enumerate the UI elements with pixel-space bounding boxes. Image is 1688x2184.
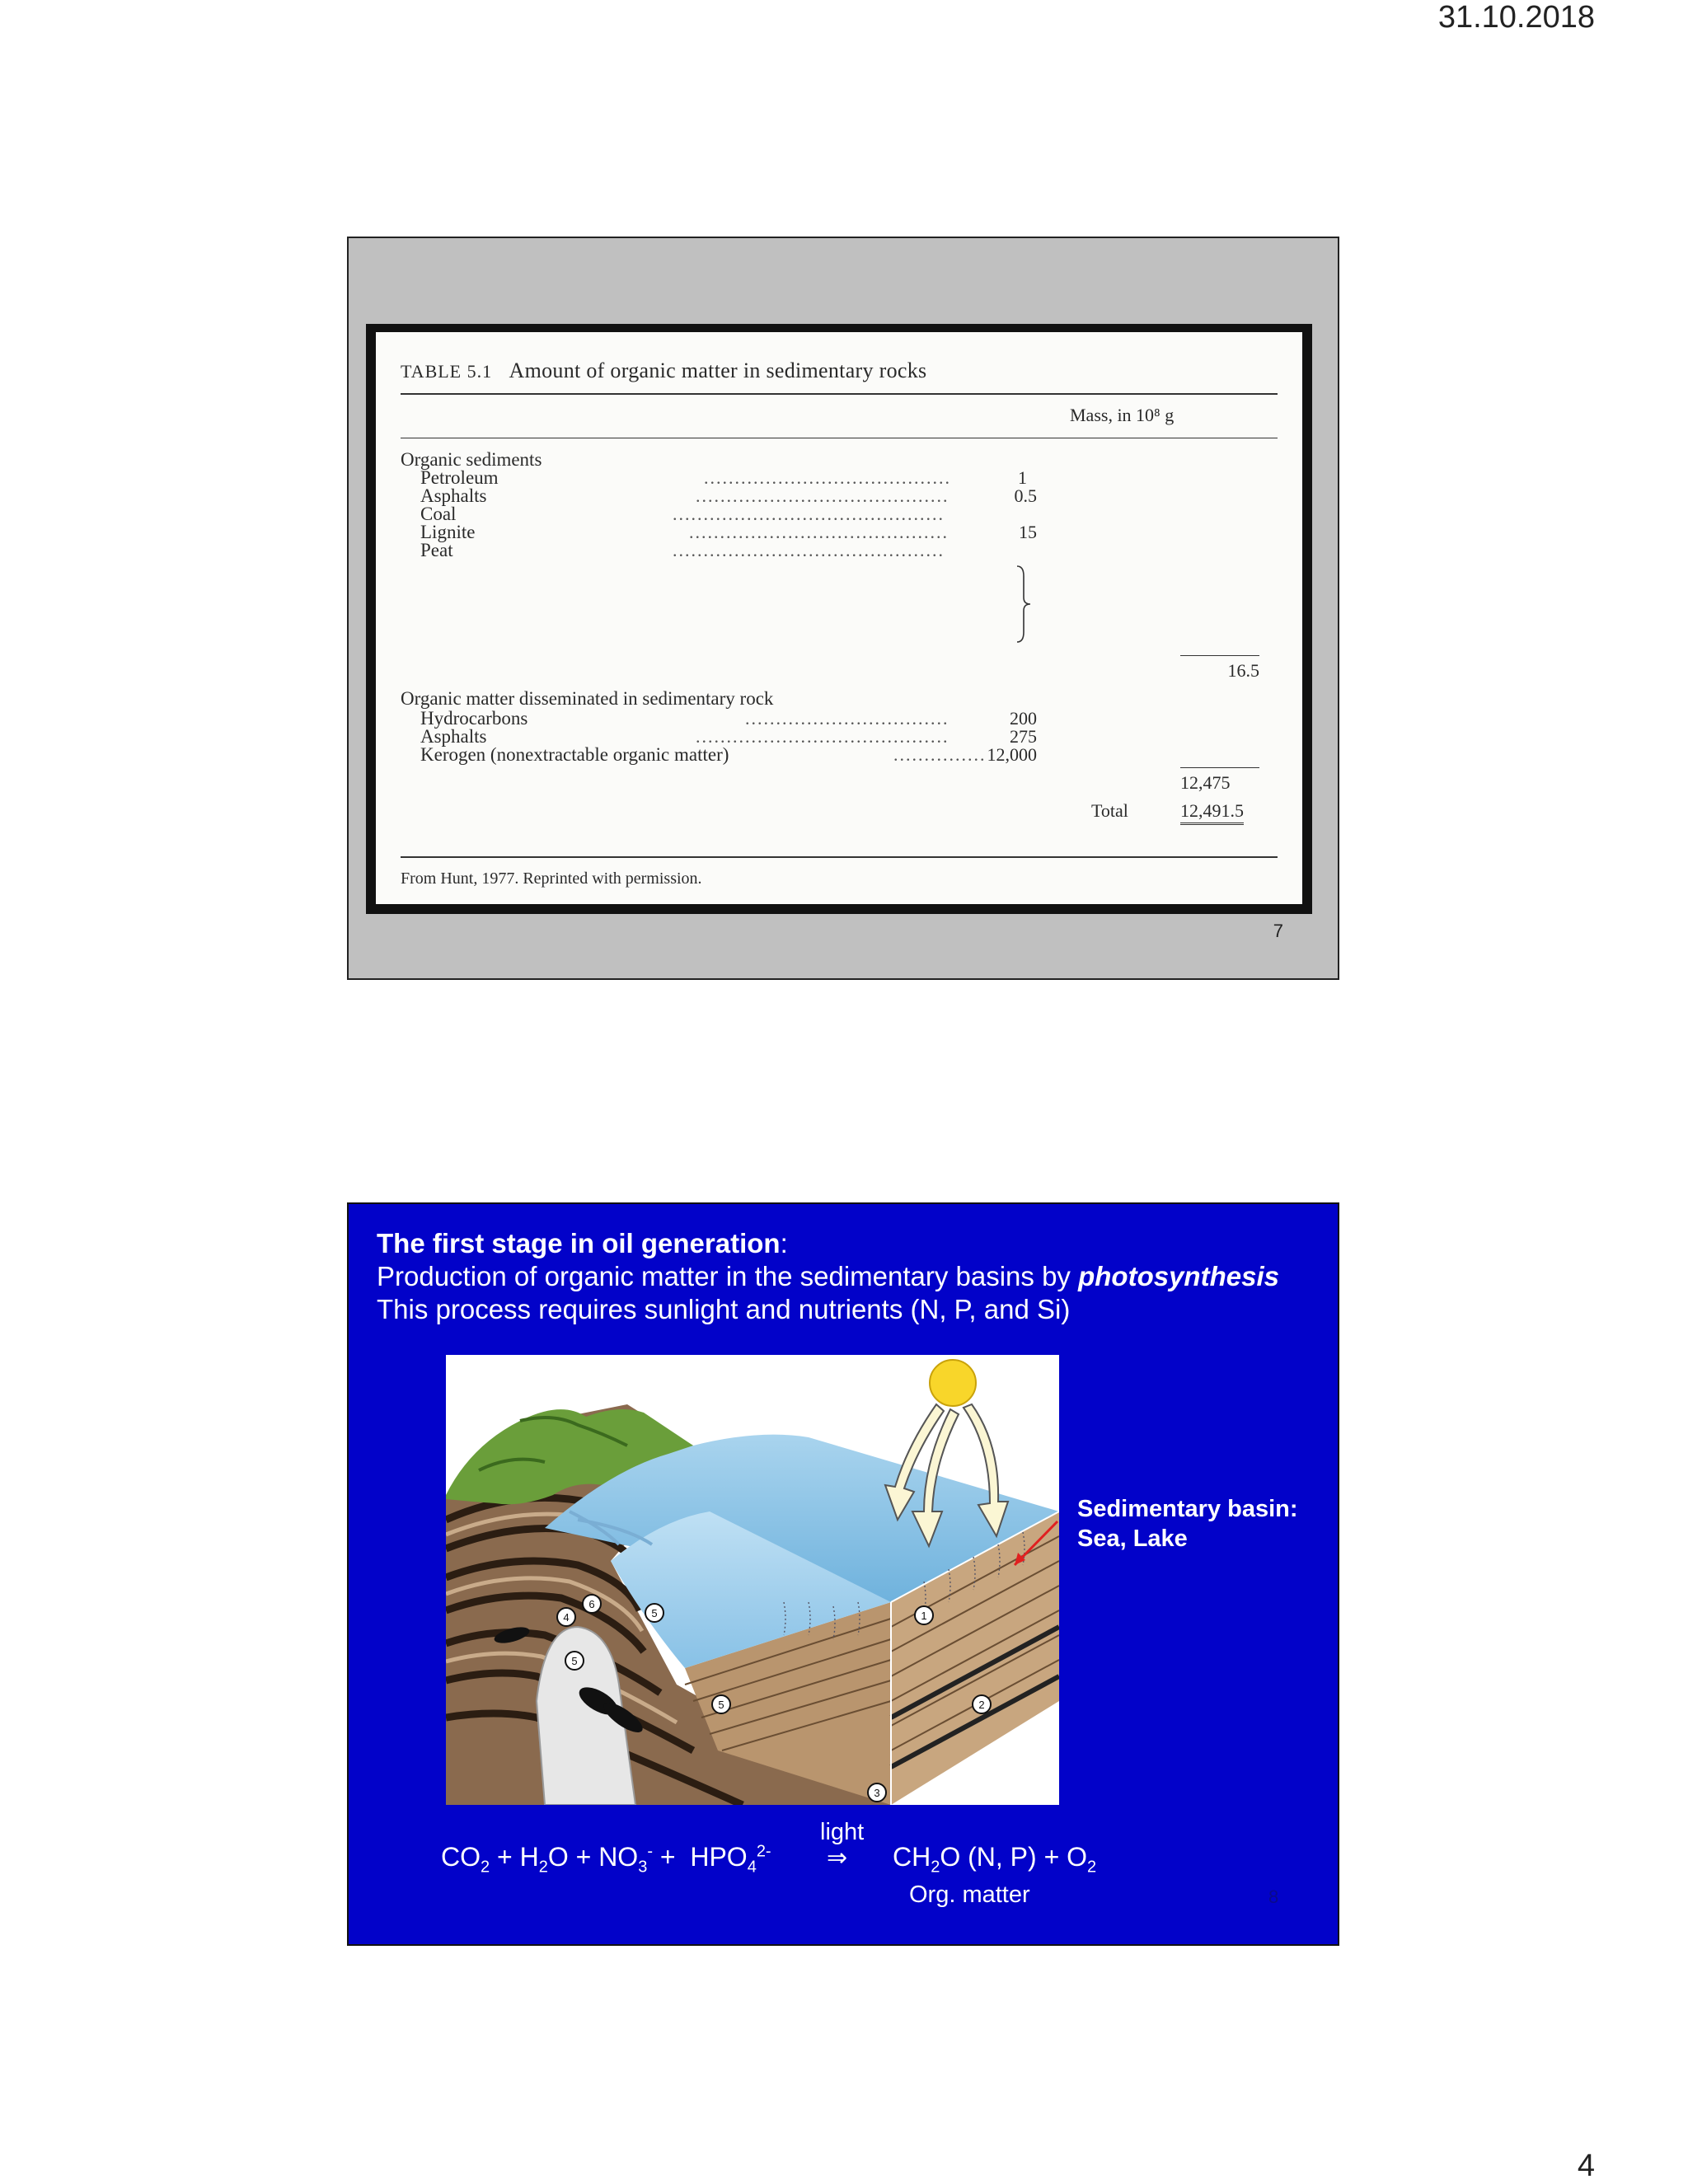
leader-dots: .......................................... <box>689 522 949 542</box>
leader-dots: ............................................ <box>673 504 945 524</box>
svg-text:5: 5 <box>571 1655 578 1667</box>
table-row-value: 0.5 <box>1014 485 1037 506</box>
table-source: From Hunt, 1977. Reprinted with permission. <box>401 869 702 888</box>
table-top-rule <box>401 393 1278 395</box>
table-row-label: Asphalts <box>420 726 487 747</box>
header-date: 31.10.2018 <box>1437 0 1595 35</box>
svg-text:3: 3 <box>874 1787 880 1799</box>
table-scan-image <box>366 324 1312 914</box>
leader-dots: ......................................... <box>696 485 950 506</box>
svg-text:4: 4 <box>563 1611 570 1624</box>
basin-diagram <box>446 1355 1059 1805</box>
table-row-label: Kerogen (nonextractable organic matter) <box>420 744 729 765</box>
svg-text:5: 5 <box>718 1699 724 1711</box>
equation-products: $CH_2O$ (N, $P) + O_2$ <box>893 1842 1097 1877</box>
table-bottom-rule <box>401 856 1278 858</box>
page-number: 4 <box>1577 2149 1595 2183</box>
heading-emphasis: photosynthesis <box>1078 1261 1279 1291</box>
table-title <box>401 359 926 383</box>
equation-condition: light <box>820 1819 865 1845</box>
equation-reactants: $CO_2 + H_2O + NO_3^- + HPO_4^{2-}$ <box>441 1842 771 1877</box>
basin-label-line-1: Sedimentary basin: <box>1077 1496 1298 1522</box>
equation-caption: Org. matter <box>909 1882 1030 1908</box>
table-row-label: Asphalts <box>420 485 487 506</box>
table-row-value: 200 <box>1010 708 1037 729</box>
heading-bold: The first stage in oil generation <box>377 1228 781 1258</box>
table-row-label: Peat <box>420 540 453 560</box>
leader-dots: ........................................ <box>704 467 951 488</box>
subtotal-rule <box>1180 767 1259 768</box>
total-value: 12,491.5 <box>1180 800 1244 825</box>
table-row-label: Lignite <box>420 522 476 542</box>
section-name: Organic matter disseminated in sedimentary rock <box>401 688 774 709</box>
table-row-value: 12,000 <box>987 744 1037 765</box>
total-label: Total <box>1091 800 1128 821</box>
subtotal-value: 16.5 <box>1227 660 1259 681</box>
slide-8 <box>347 1202 1339 1946</box>
leader-dots: ......................................... <box>696 726 950 747</box>
svg-text:5: 5 <box>651 1607 658 1619</box>
sun-icon <box>930 1360 976 1406</box>
column-header: Mass, in 10⁸ g <box>1070 405 1175 425</box>
table-title-text: Amount of organic matter in sedimentary rocks <box>509 359 927 382</box>
heading-line-3: This process requires sunlight and nutrients (N, P, and Si) <box>377 1294 1071 1324</box>
subtotal-value: 12,475 <box>1180 772 1231 793</box>
slide-heading <box>377 1227 1279 1326</box>
table-page <box>376 332 1302 904</box>
table-label: TABLE 5.1 <box>401 361 493 382</box>
heading-line-2: Production of organic matter in the sedimentary basins by <box>377 1261 1079 1291</box>
table-row-value: 1 <box>1018 467 1027 488</box>
table-row-value: 275 <box>1010 726 1037 747</box>
table-row-value: 15 <box>1019 522 1037 542</box>
table-row-label: Petroleum <box>420 467 499 488</box>
table-row-label: Coal <box>420 504 457 524</box>
section-name: Organic sediments <box>401 449 542 470</box>
equation-arrow: ⇒ <box>827 1844 848 1872</box>
svg-text:6: 6 <box>588 1598 595 1610</box>
slide-7 <box>347 237 1339 980</box>
table-row-label: Hydrocarbons <box>420 708 528 729</box>
slide-number: 7 <box>1273 921 1283 941</box>
slide-number: 8 <box>1268 1886 1279 1907</box>
svg-text:2: 2 <box>978 1699 985 1711</box>
leader-dots: ............................................ <box>673 540 945 560</box>
brace-icon <box>1015 565 1032 644</box>
svg-text:1: 1 <box>921 1610 927 1622</box>
leader-dots: ................................. <box>745 708 950 729</box>
basin-label <box>1077 1494 1298 1554</box>
leader-dots: ............... <box>893 744 987 765</box>
sedimentary-basin-illustration <box>446 1355 1059 1805</box>
subtotal-rule <box>1180 655 1259 656</box>
basin-label-line-2: Sea, Lake <box>1077 1526 1188 1552</box>
heading-colon: : <box>780 1228 788 1258</box>
